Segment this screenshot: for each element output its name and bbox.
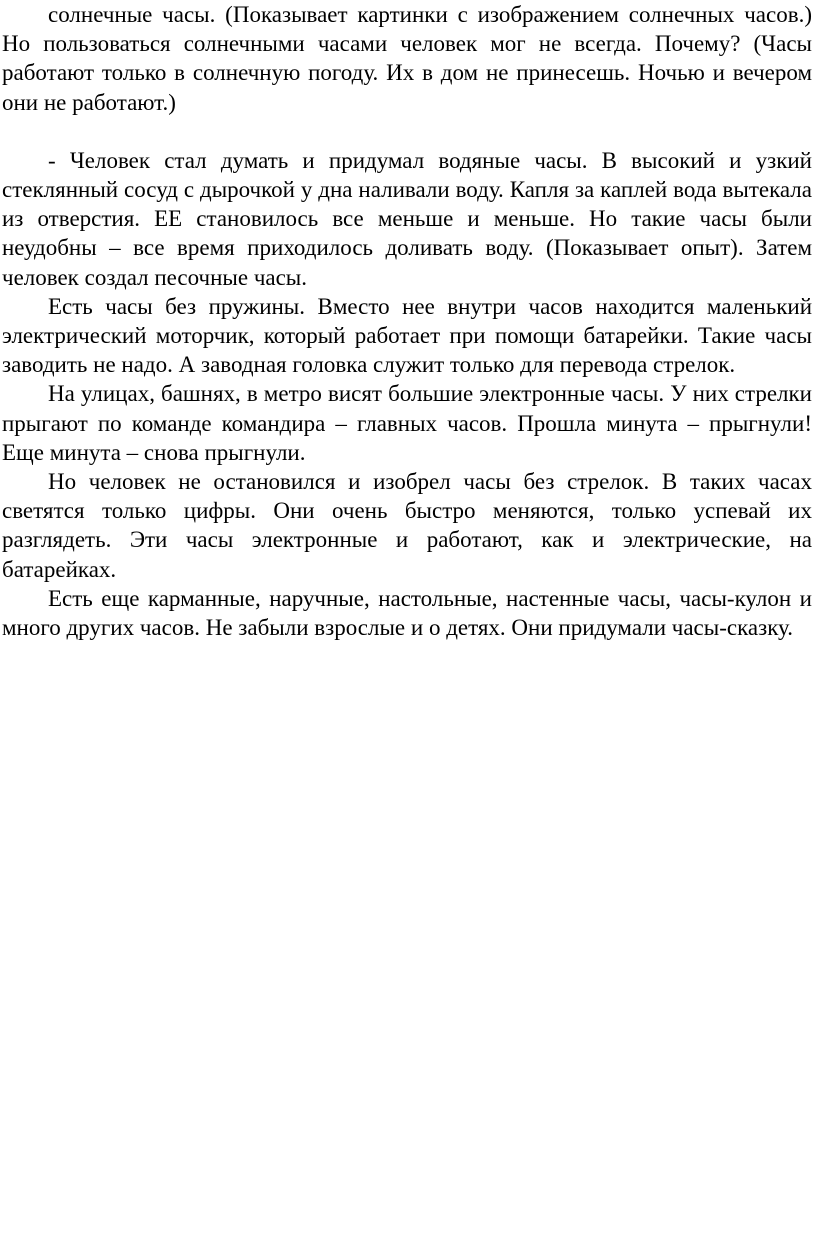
paragraph-digital-clock: Но человек не остановился и изобрел часы без стрелок. В таких часах светятся только цифры. Они очень быстро меняются, только успевай их разглядеть. Эти часы электронные и работают, как и электрические, на батарейках. xyxy=(2,469,812,582)
paragraph-water-clock: - Человек стал думать и придумал водяные часы. В высокий и узкий стеклянный сосуд с дырочкой у дна наливали воду. Капля за каплей вода вытекала из отверстия. ЕЕ становилось все меньше и меньше. Но такие часы были неудобны – все время приходилось доливать воду. (Показывает опыт). Затем человек создал песочные часы. xyxy=(2,147,812,290)
paragraph-sundial: солнечные часы. (Показывает картинки с изображением солнечных часов.) Но пользоваться солнечными часами человек мог не всегда. Почему? (Часы работают только в солнечную погоду. Их в дом не принесешь. Ночью и вечером они не работают.) xyxy=(2,2,812,115)
paragraph-other-clocks: Есть еще карманные, наручные, настольные, настенные часы, часы-кулон и много других часов. Не забыли взрослые и о детях. Они придумали часы-сказку. xyxy=(2,585,812,641)
paragraph-electronic-street-clock: На улицах, башнях, в метро висят большие электронные часы. У них стрелки прыгают по команде командира – главных часов. Прошла минута – прыгнули! Еще минута – снова прыгнули. xyxy=(2,381,812,465)
paragraph-spacer xyxy=(2,117,812,146)
paragraph-electric-clock: Есть часы без пружины. Вместо нее внутри часов находится маленький электрический моторчик, который работает при помощи батарейки. Такие часы заводить не надо. А заводная головка служит только для перевода стрелок. xyxy=(2,293,812,378)
